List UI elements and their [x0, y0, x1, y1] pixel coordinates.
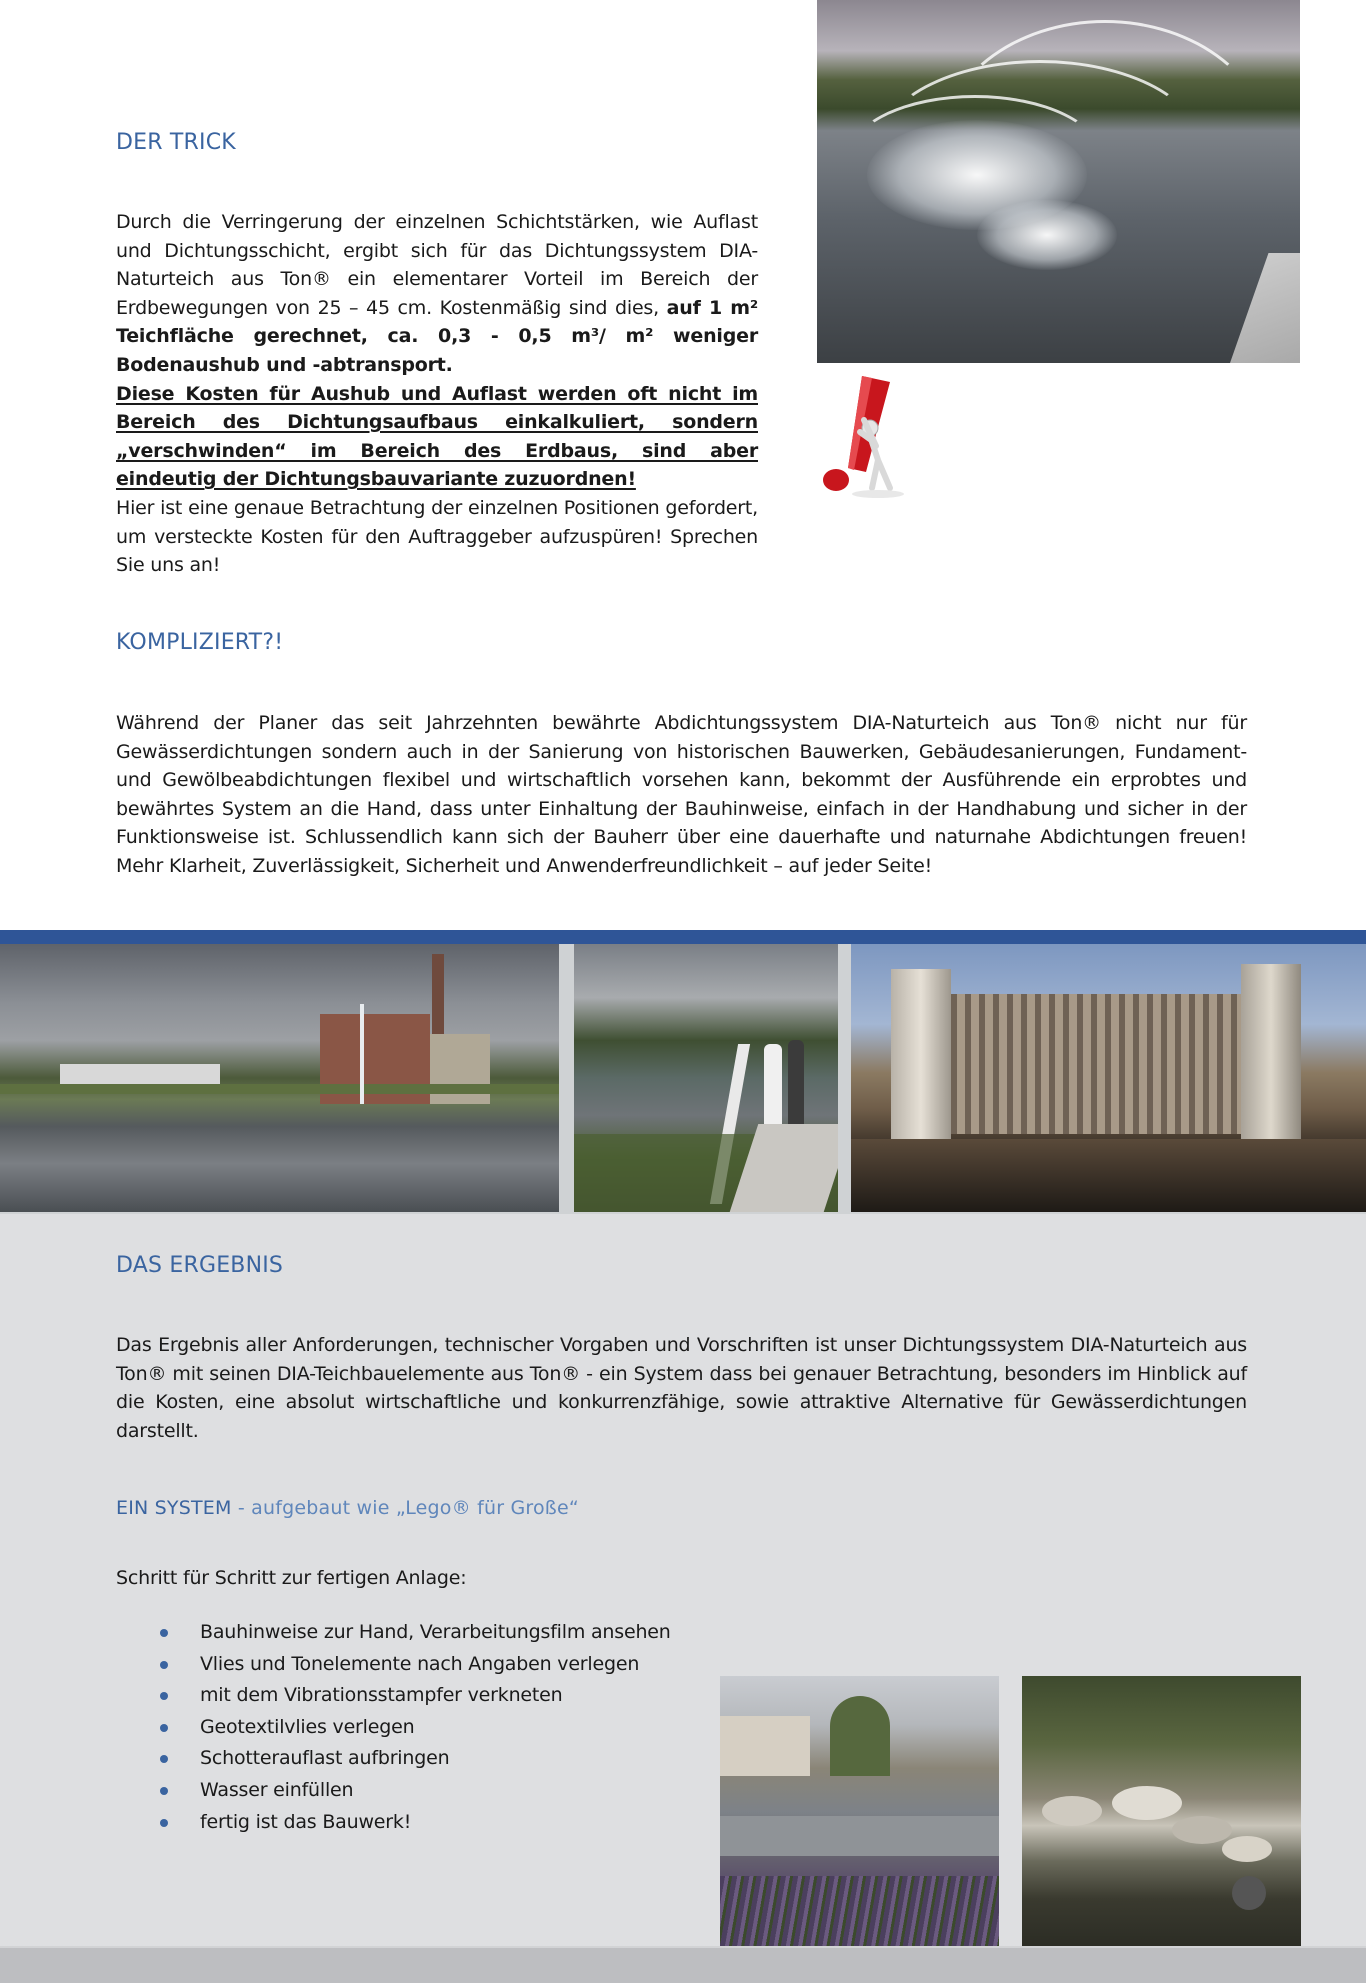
trick-paragraph-2-emphasis: Diese Kosten für Aushub und Auflast werden oft nicht im Bereich des Dichtungsaufbaus einkalkuliert, sondern „verschwinden“ im Bereich des Erdbaus, sind aber eindeutig der Dichtungsbauvariante zuzuordnen! — [116, 382, 758, 491]
trick-paragraph-1-bold: auf 1 m² Teichfläche gerechnet, ca. 0,3 - 0,5 m³/ m² weniger Bodenaushub und -abtransport. — [116, 296, 758, 376]
blue-divider-band — [0, 930, 1366, 944]
kompliziert-text: Während der Planer das seit Jahrzehnten bewährte Abdichtungssystem DIA-Naturteich aus Ton® nicht nur für Gewässerdichtungen sondern auch in der Sanierung von historischen Bauwerken, Gebäudesanierungen, Fundament- und Gewölbeabdichtungen flexibel und wirtschaftlich vorsehen kann, bekommt der Ausführende ein erprobtes und bewährtes System an die Hand, dass unter Einhaltung der Bauhinweise, einfach in der Handhabung und sicher in der Funktionsweise ist. Schlussendlich kann sich der Bauherr über eine dauerhafte und naturnahe Abdichtungen freuen! Mehr Klarheit, Zuverlässigkeit, Sicherheit und Anwenderfreundlichkeit – auf jeder Seite! — [116, 712, 1247, 877]
trick-text — [116, 208, 758, 580]
footer-strip — [0, 1946, 1366, 1983]
section-heading-system — [116, 1497, 579, 1519]
list-item: Bauhinweise zur Hand, Verarbeitungsfilm ansehen — [116, 1617, 671, 1649]
steps-list — [116, 1617, 671, 1838]
gallery-office-building — [851, 944, 1366, 1212]
system-intro: Schritt für Schritt zur fertigen Anlage: — [116, 1567, 467, 1589]
pond-town-photo — [720, 1676, 999, 1948]
section-heading-ergebnis: DAS ERGEBNIS — [116, 1253, 284, 1278]
fountain-photo — [817, 0, 1300, 363]
system-heading-sub: - aufgebaut wie „Lego® für Große“ — [231, 1497, 579, 1519]
list-item: Wasser einfüllen — [116, 1775, 671, 1807]
photo-gallery — [0, 944, 1366, 1214]
system-heading-main: EIN SYSTEM — [116, 1497, 232, 1519]
gallery-path-visitors — [574, 944, 838, 1212]
ergebnis-text: Das Ergebnis aller Anforderungen, technischer Vorgaben und Vorschriften ist unser Dichtungssystem DIA-Naturteich aus Ton® mit seinen DIA-Teichbauelemente aus Ton® - ein System dass bei genauer Betrachtung, besonders im Hinblick auf die Kosten, eine absolut wirtschaftliche und konkurrenzfähige, sowie attraktive Alternative für Gewässerdichtungen darstellt. — [116, 1334, 1247, 1442]
trick-paragraph-3: Hier ist eine genaue Betrachtung der einzelnen Positionen gefordert, um versteckte Kosten für den Auftraggeber aufzuspüren! Sprechen Sie uns an! — [116, 496, 758, 577]
section-heading-kompliziert: KOMPLIZIERT?! — [116, 630, 284, 655]
list-item: fertig ist das Bauwerk! — [116, 1807, 671, 1839]
list-item: Geotextilvlies verlegen — [116, 1712, 671, 1744]
list-item: Schotterauflast aufbringen — [116, 1743, 671, 1775]
exclamation-figure — [818, 376, 918, 506]
section-heading-trick: DER TRICK — [116, 130, 236, 155]
trick-paragraph-1: Durch die Verringerung der einzelnen Schichtstärken, wie Auflast und Dichtungsschicht, ergibt sich für das Dichtungssystem DIA-Naturteich aus Ton® ein elementarer Vorteil im Bereich der Erdbewegungen von 25 – 45 cm. Kostenmäßig sind dies, — [116, 211, 758, 319]
list-item: mit dem Vibrationsstampfer verkneten — [116, 1680, 671, 1712]
gallery-pond-chimney — [0, 944, 559, 1212]
list-item: Vlies und Tonelemente nach Angaben verlegen — [116, 1649, 671, 1681]
garden-stream-photo — [1022, 1676, 1301, 1948]
